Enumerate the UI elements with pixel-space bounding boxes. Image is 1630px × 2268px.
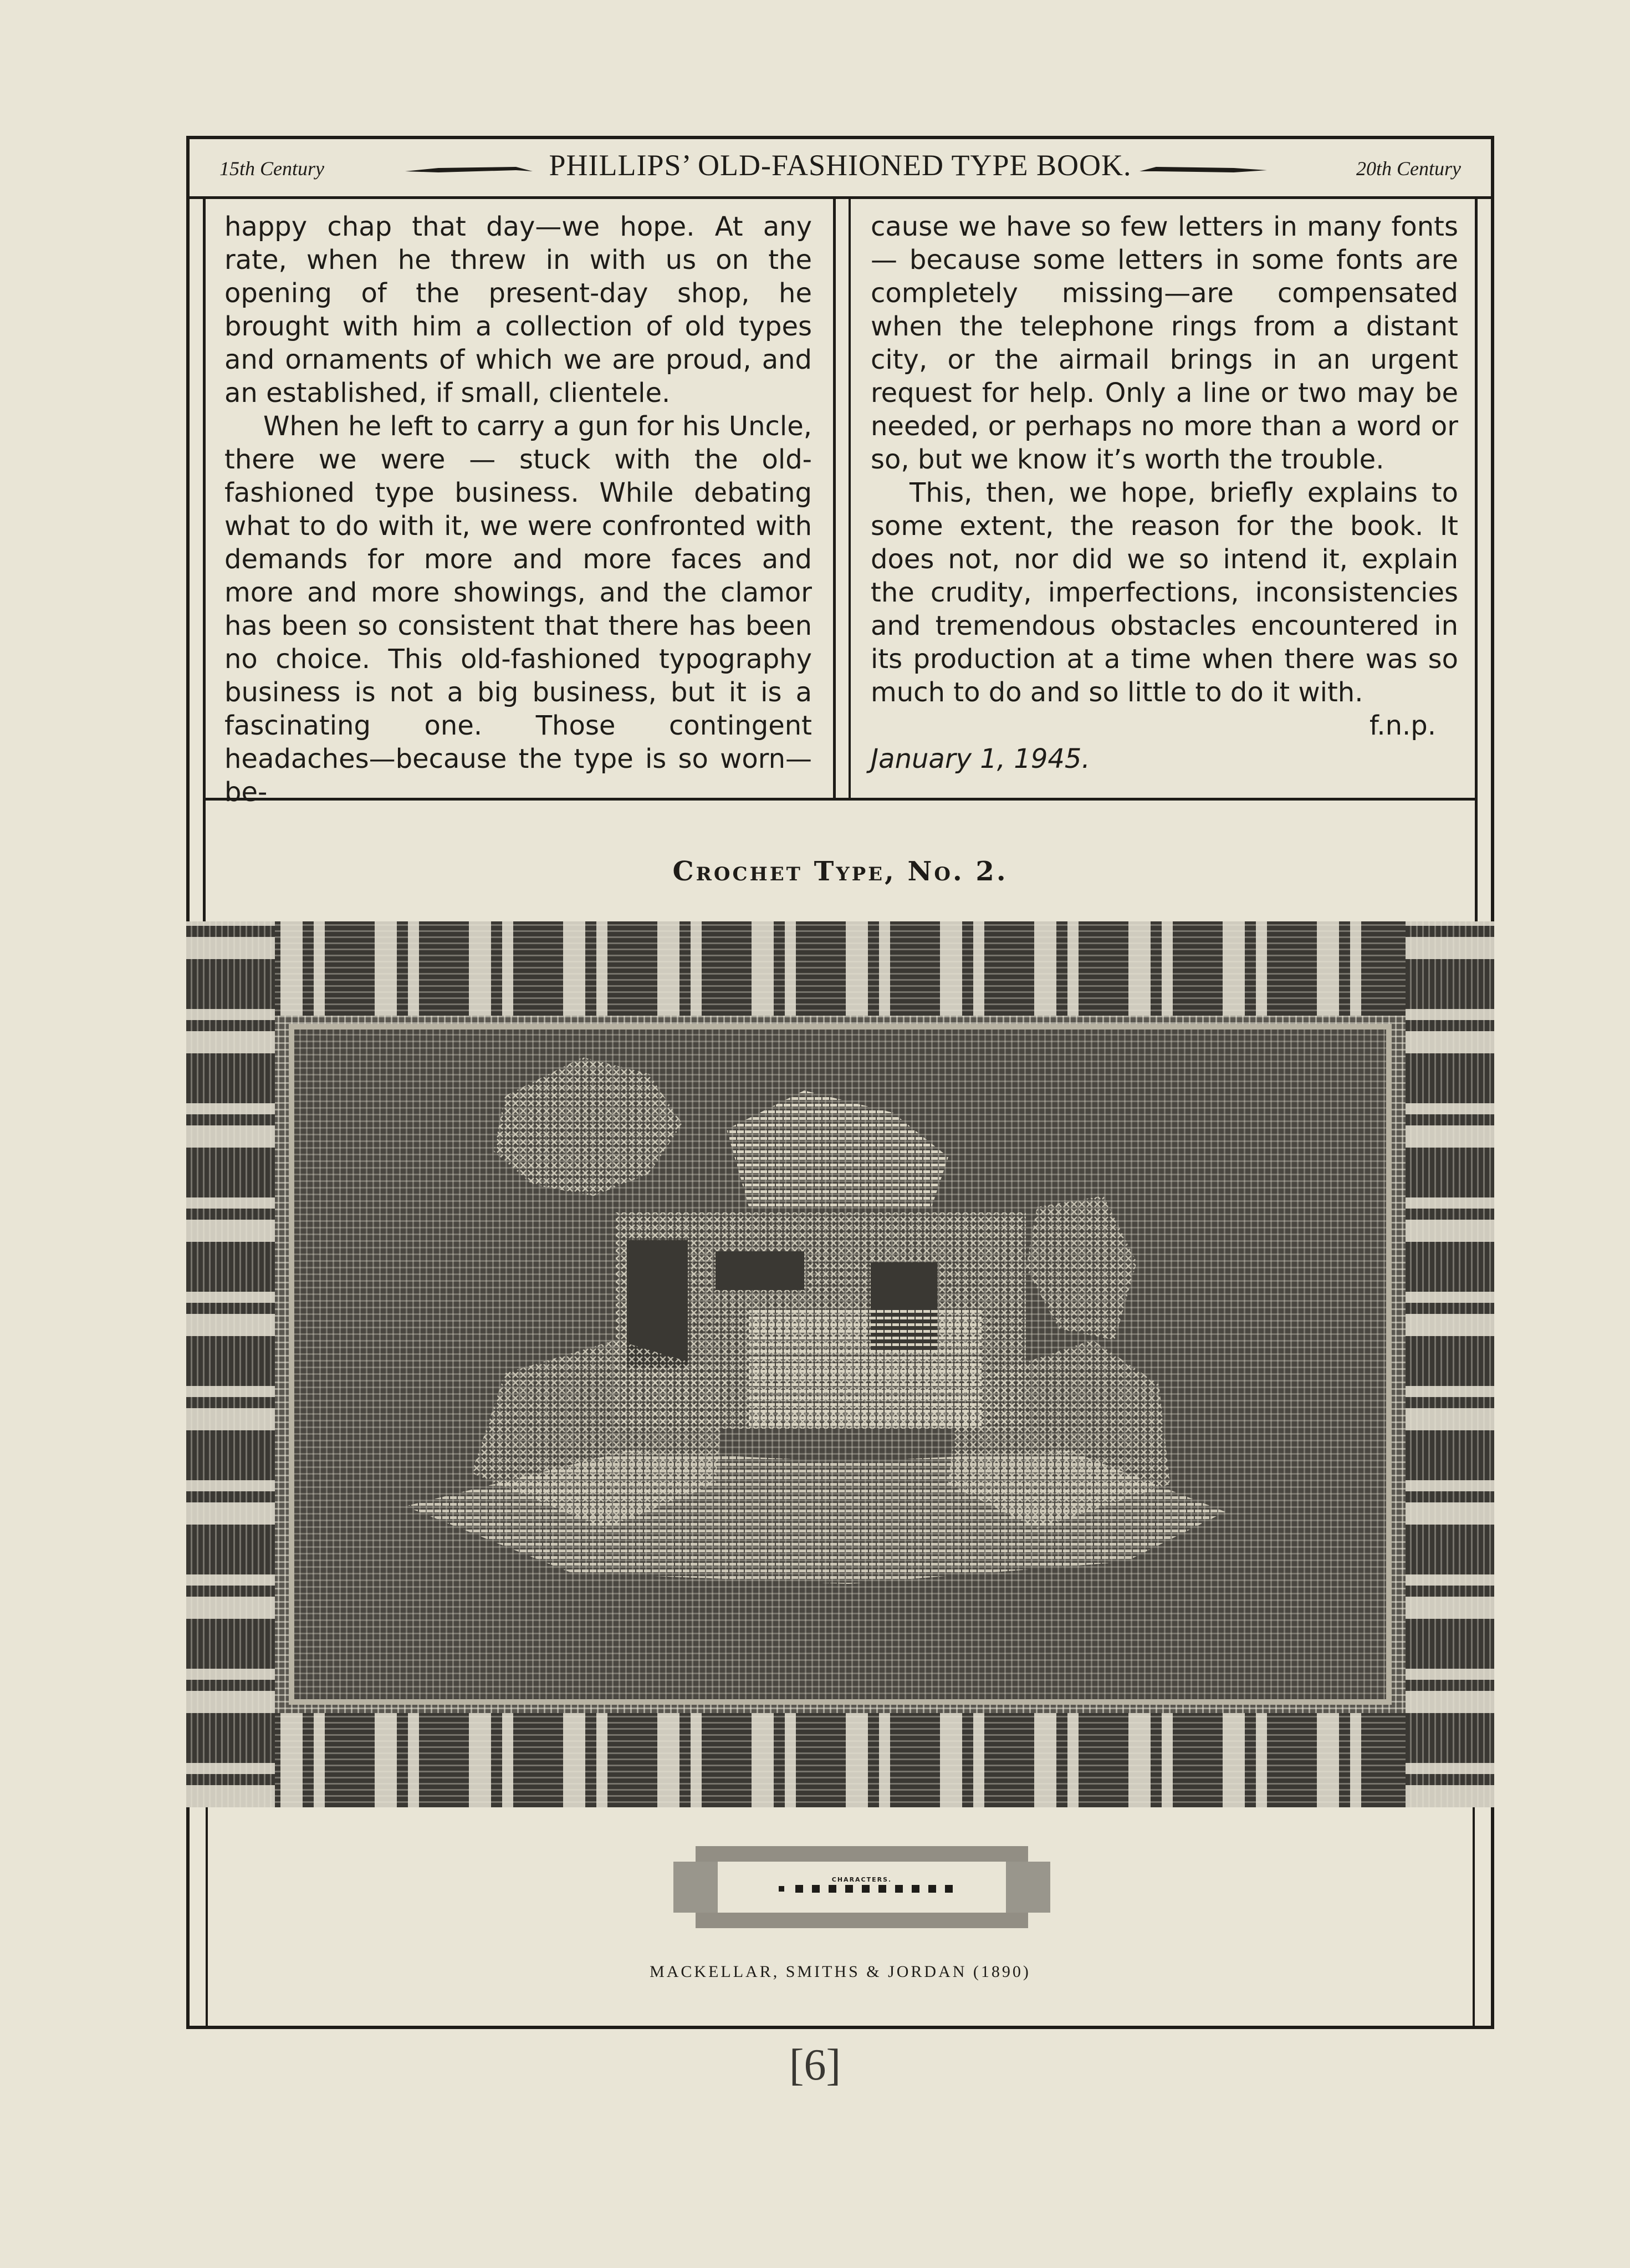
right-column — [871, 210, 1458, 776]
foundry-credit: MACKELLAR, SMITHS & JORDAN (1890) — [650, 1963, 1031, 1981]
greek-key-border-top — [186, 921, 1494, 1016]
left-column — [224, 210, 812, 809]
column-divider-inner — [849, 199, 851, 798]
foundry-inner-frame — [206, 1807, 1475, 2029]
foundry-block — [186, 1807, 1494, 2029]
right-paragraph-1: cause we have so few letters in many fonts — because some letters in some fonts are completely missing—are compensated when the telephone rings from a distant city, or the airmail brings in an urgent request for help. Only a line or two may be needed, or perhaps no more than a word or so, but we know it’s worth the trouble. — [871, 211, 1458, 475]
left-paragraph-1: happy chap that day—we hope. At any rate, when he threw in with us on the opening of the present-day shop, he brought with him a collection of old types and ornaments of which we are proud, and an established, if small, clientele. — [224, 211, 812, 409]
greek-key-border-right — [1406, 921, 1494, 1807]
page-number: [6] — [789, 2041, 841, 2089]
specimen-caption: Crochet Type, No. 2. — [672, 856, 1008, 887]
header-left: 15th Century — [219, 157, 324, 180]
crochet-characters-sample-icon — [640, 1841, 1084, 1935]
greek-key-border-bottom — [186, 1713, 1494, 1807]
column-divider — [833, 199, 836, 798]
right-paragraph-2: This, then, we hope, briefly explains to some extent, the reason for the book. It does not, nor did we so intend it, explain the crudity, imperfections, inconsistencies and tremendous obstacles encountered in its production at a time when there was so much to do and so little to do it with. — [871, 477, 1458, 708]
crochet-specimen — [186, 921, 1494, 1807]
signoff: f.n.p. — [1369, 710, 1436, 741]
header-ornament-right-icon — [1140, 166, 1267, 174]
left-paragraph-2: When he left to carry a gun for his Uncle, there we were — stuck with the old-fashioned type business. While debating what to do with it, we were confronted with demands for more and more faces and more and more showings, and the clamor has been so consistent that there has been no choice. This old-fashioned typography business is not a big business, but it is a fascinating one. Those contingent headaches—because the type is so worn—be- — [224, 411, 812, 808]
cottage-picture-icon — [294, 1029, 1386, 1699]
greek-key-border-left — [186, 921, 275, 1807]
running-header — [186, 136, 1494, 199]
characters-label: CHARACTERS. — [831, 1876, 892, 1883]
crochet-picture-field — [289, 1024, 1392, 1705]
header-right: 20th Century — [1356, 157, 1461, 180]
header-title: PHILLIPS’ OLD-FASHIONED TYPE BOOK. — [549, 149, 1132, 182]
text-columns — [203, 199, 1478, 808]
date: January 1, 1945. — [871, 743, 1090, 774]
specimen-caption-row — [203, 801, 1478, 921]
